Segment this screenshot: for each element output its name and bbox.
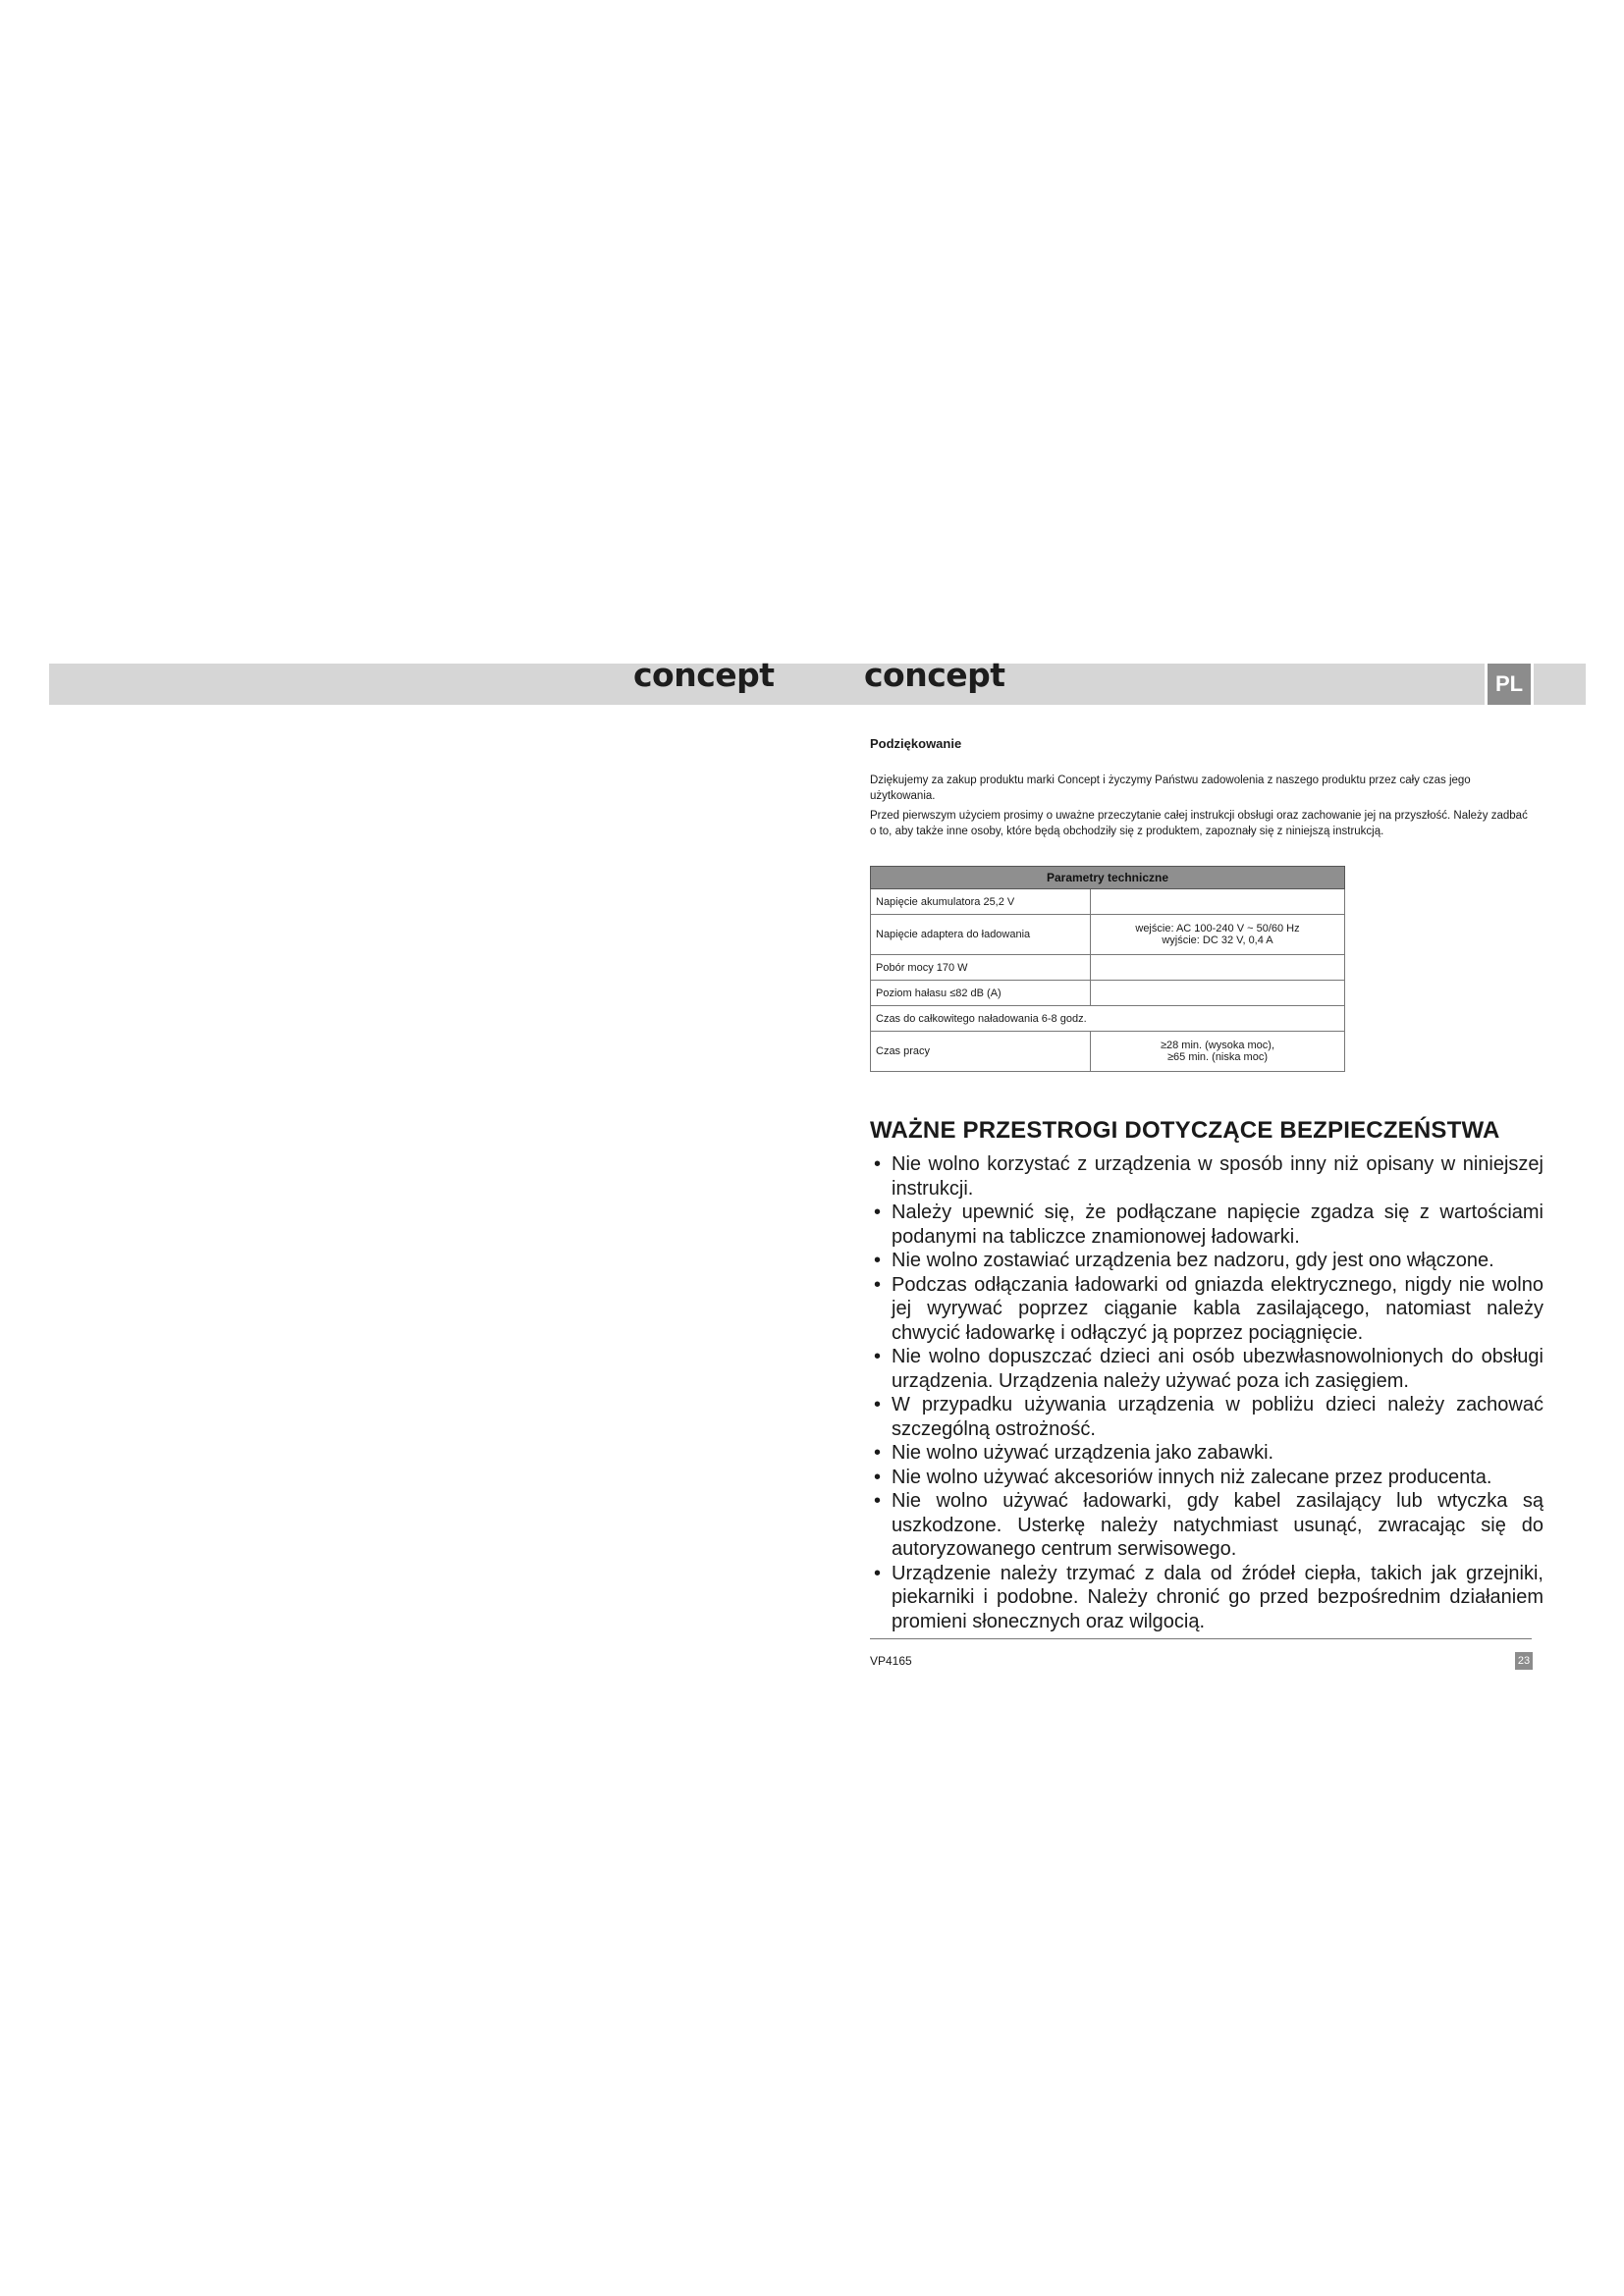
table-row [871,915,1345,955]
intro-paragraph-2: Przed pierwszym użyciem prosimy o uważne przeczytanie całej instrukcji obsługi oraz zachowanie jej na przyszłość. Należy zadbać o to, aby także inne osoby, które będą obchodziły się z produktem, zapoznały się z niniejszą instrukcją. [870,810,1528,837]
model-number: VP4165 [870,1654,912,1668]
technical-params-table [870,866,1345,1072]
list-item: • Nie wolno używać urządzenia jako zabawki. [892,1441,1543,1466]
intro-section [870,736,1528,843]
param-value [1091,889,1345,915]
param-value [1091,955,1345,981]
intro-title: Podziękowanie [870,736,962,751]
safety-list [870,1152,1543,1633]
table-row [871,889,1345,915]
table-row [871,1032,1345,1072]
param-label: Poziom hałasu ≤82 dB (A) [871,981,1091,1006]
param-label: Czas pracy [871,1032,1091,1072]
param-label: Napięcie akumulatora 25,2 V [871,889,1091,915]
param-value [1091,981,1345,1006]
intro-paragraph-1: Dziękujemy za zakup produktu marki Concept i życzymy Państwu zadowolenia z naszego produktu przez cały czas jego użytkowania. [870,774,1471,802]
header-bar [49,664,1586,705]
language-badge: PL [1485,664,1534,705]
param-label: Napięcie adaptera do ładowania [871,915,1091,955]
list-item: • Należy upewnić się, że podłączane napięcie zgadza się z wartościami podanymi na tabliczce znamionowej ładowarki. [892,1201,1543,1249]
safety-section [870,1117,1543,1633]
table-row [871,1006,1345,1032]
list-item: • Urządzenie należy trzymać z dala od źródeł ciepła, takich jak grzejniki, piekarniki i podobne. Należy chronić go przed bezpośrednim działaniem promieni słonecznych oraz wilgocią. [892,1562,1543,1634]
table-row [871,981,1345,1006]
brand-logo-left: concept [633,656,775,694]
page-number: 23 [1515,1652,1533,1670]
brand-logo-right: concept [864,656,1005,694]
footer-divider [870,1638,1532,1639]
param-label: Pobór mocy 170 W [871,955,1091,981]
safety-title: WAŻNE PRZESTROGI DOTYCZĄCE BEZPIECZEŃSTWA [870,1117,1500,1144]
param-value: ≥28 min. (wysoka moc), ≥65 min. (niska moc) [1091,1032,1345,1072]
param-label: Czas do całkowitego naładowania 6-8 godz. [871,1006,1345,1032]
params-table-title: Parametry techniczne [871,867,1345,889]
list-item: • Nie wolno używać akcesoriów innych niż zalecane przez producenta. [892,1466,1543,1490]
list-item: • Nie wolno zostawiać urządzenia bez nadzoru, gdy jest ono włączone. [892,1249,1543,1273]
param-value: wejście: AC 100-240 V ~ 50/60 Hz wyjście: DC 32 V, 0,4 A [1091,915,1345,955]
list-item: • W przypadku używania urządzenia w pobliżu dzieci należy zachować szczególną ostrożność. [892,1393,1543,1441]
list-item: • Podczas odłączania ładowarki od gniazda elektrycznego, nigdy nie wolno jej wyrywać poprzez ciąganie kabla zasilającego, natomiast należy chwycić ładowarkę i odłączyć ją poprzez pociągnięcie. [892,1273,1543,1346]
list-item: • Nie wolno dopuszczać dzieci ani osób ubezwłasnowolnionych do obsługi urządzenia. Urządzenia należy używać poza ich zasięgiem. [892,1345,1543,1393]
list-item: • Nie wolno korzystać z urządzenia w sposób inny niż opisany w niniejszej instrukcji. [892,1152,1543,1201]
list-item: • Nie wolno używać ładowarki, gdy kabel zasilający lub wtyczka są uszkodzone. Usterkę należy natychmiast usunąć, zwracając się do autoryzowanego centrum serwisowego. [892,1489,1543,1562]
table-row [871,955,1345,981]
